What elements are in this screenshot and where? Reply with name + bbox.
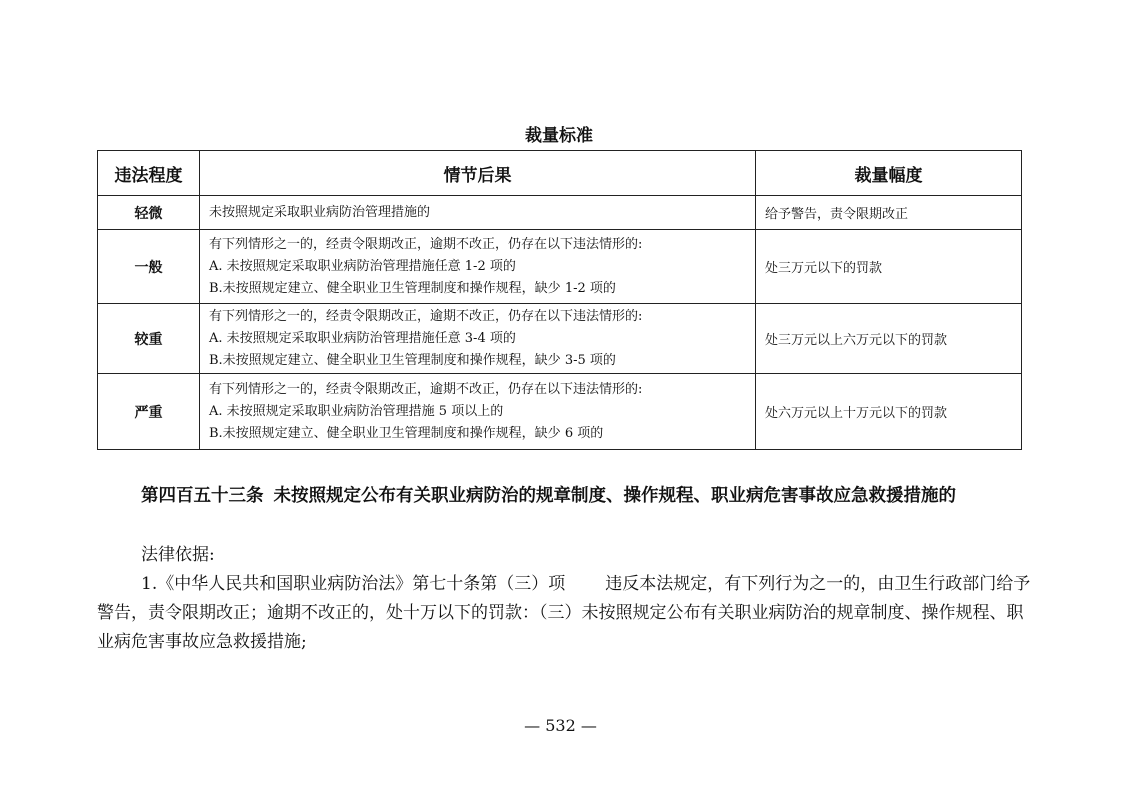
row-level: 较重 bbox=[98, 304, 200, 374]
row-penalty: 处三万元以下的罚款 bbox=[756, 230, 1022, 304]
table-row bbox=[98, 374, 1022, 450]
legal-basis-label: 法律依据: bbox=[141, 545, 215, 565]
header-consequence: 情节后果 bbox=[200, 151, 756, 196]
legal-basis-citation: 1.《中华人民共和国职业病防治法》第七十条第（三）项 bbox=[141, 574, 566, 594]
consequence-line: 有下列情形之一的，经责令限期改正，逾期不改正，仍存在以下违法情形的: bbox=[209, 308, 643, 324]
article-number: 第四百五十三条 bbox=[141, 486, 264, 506]
row-level: 一般 bbox=[98, 230, 200, 304]
row-penalty: 处三万元以上六万元以下的罚款 bbox=[756, 304, 1022, 374]
row-consequence bbox=[200, 374, 756, 450]
article-heading bbox=[97, 482, 1032, 511]
row-level: 轻微 bbox=[98, 196, 200, 230]
header-penalty: 裁量幅度 bbox=[756, 151, 1022, 196]
row-consequence bbox=[200, 304, 756, 374]
discretion-standard-table bbox=[97, 150, 1022, 450]
consequence-line: A. 未按照规定采取职业病防治管理措施任意 3-4 项的 bbox=[209, 330, 516, 346]
table-row bbox=[98, 304, 1022, 374]
consequence-line: B.未按照规定建立、健全职业卫生管理制度和操作规程，缺少 3-5 项的 bbox=[209, 352, 616, 368]
row-penalty: 处六万元以上十万元以下的罚款 bbox=[756, 374, 1022, 450]
table-title: 裁量标准 bbox=[525, 126, 593, 146]
row-consequence bbox=[200, 230, 756, 304]
consequence-line: A. 未按照规定采取职业病防治管理措施任意 1-2 项的 bbox=[209, 258, 516, 274]
table-row bbox=[98, 230, 1022, 304]
table-row bbox=[98, 196, 1022, 230]
header-level: 违法程度 bbox=[98, 151, 200, 196]
consequence-line: 有下列情形之一的，经责令限期改正，逾期不改正，仍存在以下违法情形的: bbox=[209, 236, 643, 252]
consequence-line: B.未按照规定建立、健全职业卫生管理制度和操作规程，缺少 6 项的 bbox=[209, 425, 604, 441]
legal-basis-paragraph bbox=[97, 570, 1032, 657]
consequence-line: 未按照规定采取职业病防治管理措施的 bbox=[209, 204, 431, 220]
row-penalty: 给予警告，责令限期改正 bbox=[756, 196, 1022, 230]
consequence-line: 有下列情形之一的，经责令限期改正，逾期不改正，仍存在以下违法情形的: bbox=[209, 381, 643, 397]
consequence-line: B.未按照规定建立、健全职业卫生管理制度和操作规程，缺少 1-2 项的 bbox=[209, 280, 616, 296]
legal-basis-text: 违反本法规定，有下列行为之一的，由卫生行政部门给予警告，责令限期改正；逾期不改正的，处十万以下的罚款：（三）未按照规定公布有关职业病防治的规章制度、操作规程、职业病危害事故应急救援措施; bbox=[97, 574, 1031, 652]
table-header-row bbox=[98, 151, 1022, 196]
article-title: 未按照规定公布有关职业病防治的规章制度、操作规程、职业病危害事故应急救援措施的 bbox=[273, 486, 956, 506]
row-consequence bbox=[200, 196, 756, 230]
row-level: 严重 bbox=[98, 374, 200, 450]
consequence-line: A. 未按照规定采取职业病防治管理措施 5 项以上的 bbox=[209, 403, 504, 419]
page-number: — 532 — bbox=[524, 716, 597, 735]
